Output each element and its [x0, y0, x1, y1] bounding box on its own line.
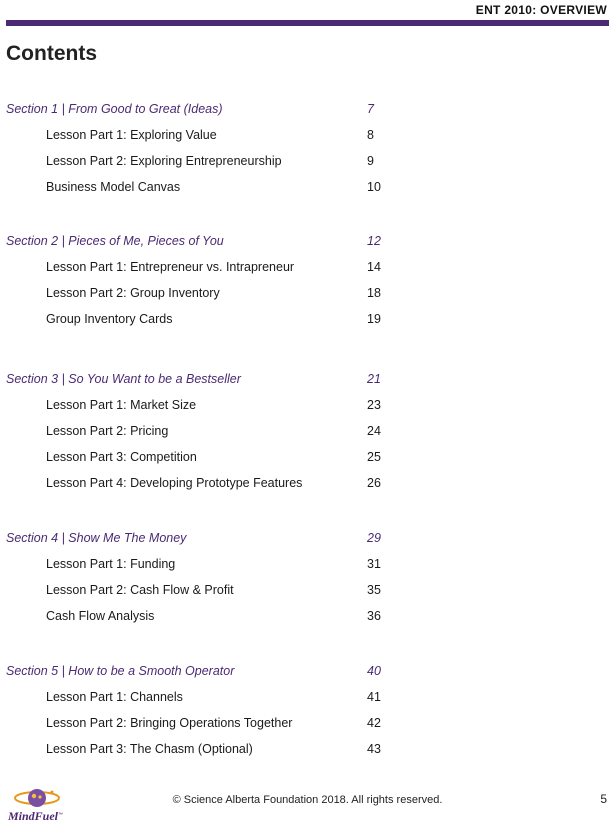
toc-item-label: Lesson Part 3: Competition: [46, 450, 197, 464]
toc-item-label: Business Model Canvas: [46, 180, 181, 194]
toc-item-page: 25: [367, 450, 381, 464]
toc-section-page: 12: [367, 234, 381, 248]
toc-section-label: Section 4 | Show Me The Money: [6, 531, 187, 545]
toc-item-label: Lesson Part 1: Funding: [46, 557, 176, 571]
toc-item-label: Lesson Part 1: Channels: [46, 690, 183, 704]
toc-item-label: Lesson Part 3: The Chasm (Optional): [46, 742, 253, 756]
toc-item-label: Group Inventory Cards: [46, 312, 173, 326]
toc-section-page: 21: [367, 372, 381, 386]
toc-item[interactable]: [0, 178, 615, 196]
toc-item-page: 41: [367, 690, 381, 704]
toc-section-5[interactable]: [0, 662, 615, 680]
toc-section-page: 40: [367, 664, 381, 678]
toc-item[interactable]: [0, 126, 615, 144]
toc-item-page: 42: [367, 716, 381, 730]
header-bar: [6, 20, 609, 26]
toc-item-page: 26: [367, 476, 381, 490]
logo-wordmark: MindFuel: [8, 809, 59, 823]
toc-item-page: 10: [367, 180, 381, 194]
toc-item-page: 14: [367, 260, 381, 274]
toc-item[interactable]: [0, 422, 615, 440]
toc-section-4[interactable]: [0, 529, 615, 547]
toc-section-2[interactable]: [0, 232, 615, 250]
header-title: ENT 2010: OVERVIEW: [475, 3, 607, 17]
toc-section-page: 7: [367, 102, 374, 116]
logo-trademark: ™: [58, 812, 63, 818]
toc-item-label: Lesson Part 1: Entrepreneur vs. Intrapreneur: [46, 260, 295, 274]
toc-item[interactable]: [0, 152, 615, 170]
page-number: 5: [600, 792, 607, 806]
toc-item[interactable]: [0, 581, 615, 599]
toc-section-label: Section 1 | From Good to Great (Ideas): [6, 102, 223, 116]
toc-item[interactable]: [0, 258, 615, 276]
toc-section-label: Section 3 | So You Want to be a Bestseller: [6, 372, 241, 386]
toc-item-page: 24: [367, 424, 381, 438]
toc-item-label: Cash Flow Analysis: [46, 609, 155, 623]
toc-item[interactable]: [0, 607, 615, 625]
toc-item-page: 31: [367, 557, 381, 571]
toc-item[interactable]: [0, 714, 615, 732]
toc-section-1[interactable]: [0, 100, 615, 118]
toc-item-label: Lesson Part 2: Pricing: [46, 424, 169, 438]
toc-item-label: Lesson Part 2: Cash Flow & Profit: [46, 583, 234, 597]
toc-item-page: 43: [367, 742, 381, 756]
toc-item[interactable]: [0, 284, 615, 302]
toc-item[interactable]: [0, 555, 615, 573]
toc-item-page: 36: [367, 609, 381, 623]
toc-item-page: 23: [367, 398, 381, 412]
toc-item[interactable]: [0, 474, 615, 492]
toc-section-label: Section 5 | How to be a Smooth Operator: [6, 664, 235, 678]
toc-item-label: Lesson Part 1: Market Size: [46, 398, 197, 412]
toc-item-label: Lesson Part 4: Developing Prototype Features: [46, 476, 303, 490]
toc-item[interactable]: [0, 688, 615, 706]
toc-item[interactable]: [0, 396, 615, 414]
mindfuel-logo: [6, 784, 68, 828]
toc-section-label: Section 2 | Pieces of Me, Pieces of You: [6, 234, 224, 248]
toc-item-label: Lesson Part 1: Exploring Value: [46, 128, 217, 142]
toc-section-page: 29: [367, 531, 381, 545]
toc-item-page: 19: [367, 312, 381, 326]
toc-item-label: Lesson Part 2: Bringing Operations Together: [46, 716, 293, 730]
footer-copyright: © Science Alberta Foundation 2018. All rights reserved.: [172, 794, 443, 806]
toc-item-page: 8: [367, 128, 374, 142]
toc-item-page: 35: [367, 583, 381, 597]
toc-item[interactable]: [0, 448, 615, 466]
toc-item[interactable]: [0, 740, 615, 758]
toc-item-page: 9: [367, 154, 374, 168]
toc-item-label: Lesson Part 2: Exploring Entrepreneurship: [46, 154, 282, 168]
toc-item[interactable]: [0, 310, 615, 328]
page-title: Contents: [6, 42, 97, 65]
toc-item-page: 18: [367, 286, 381, 300]
toc-item-label: Lesson Part 2: Group Inventory: [46, 286, 220, 300]
toc-section-3[interactable]: [0, 370, 615, 388]
